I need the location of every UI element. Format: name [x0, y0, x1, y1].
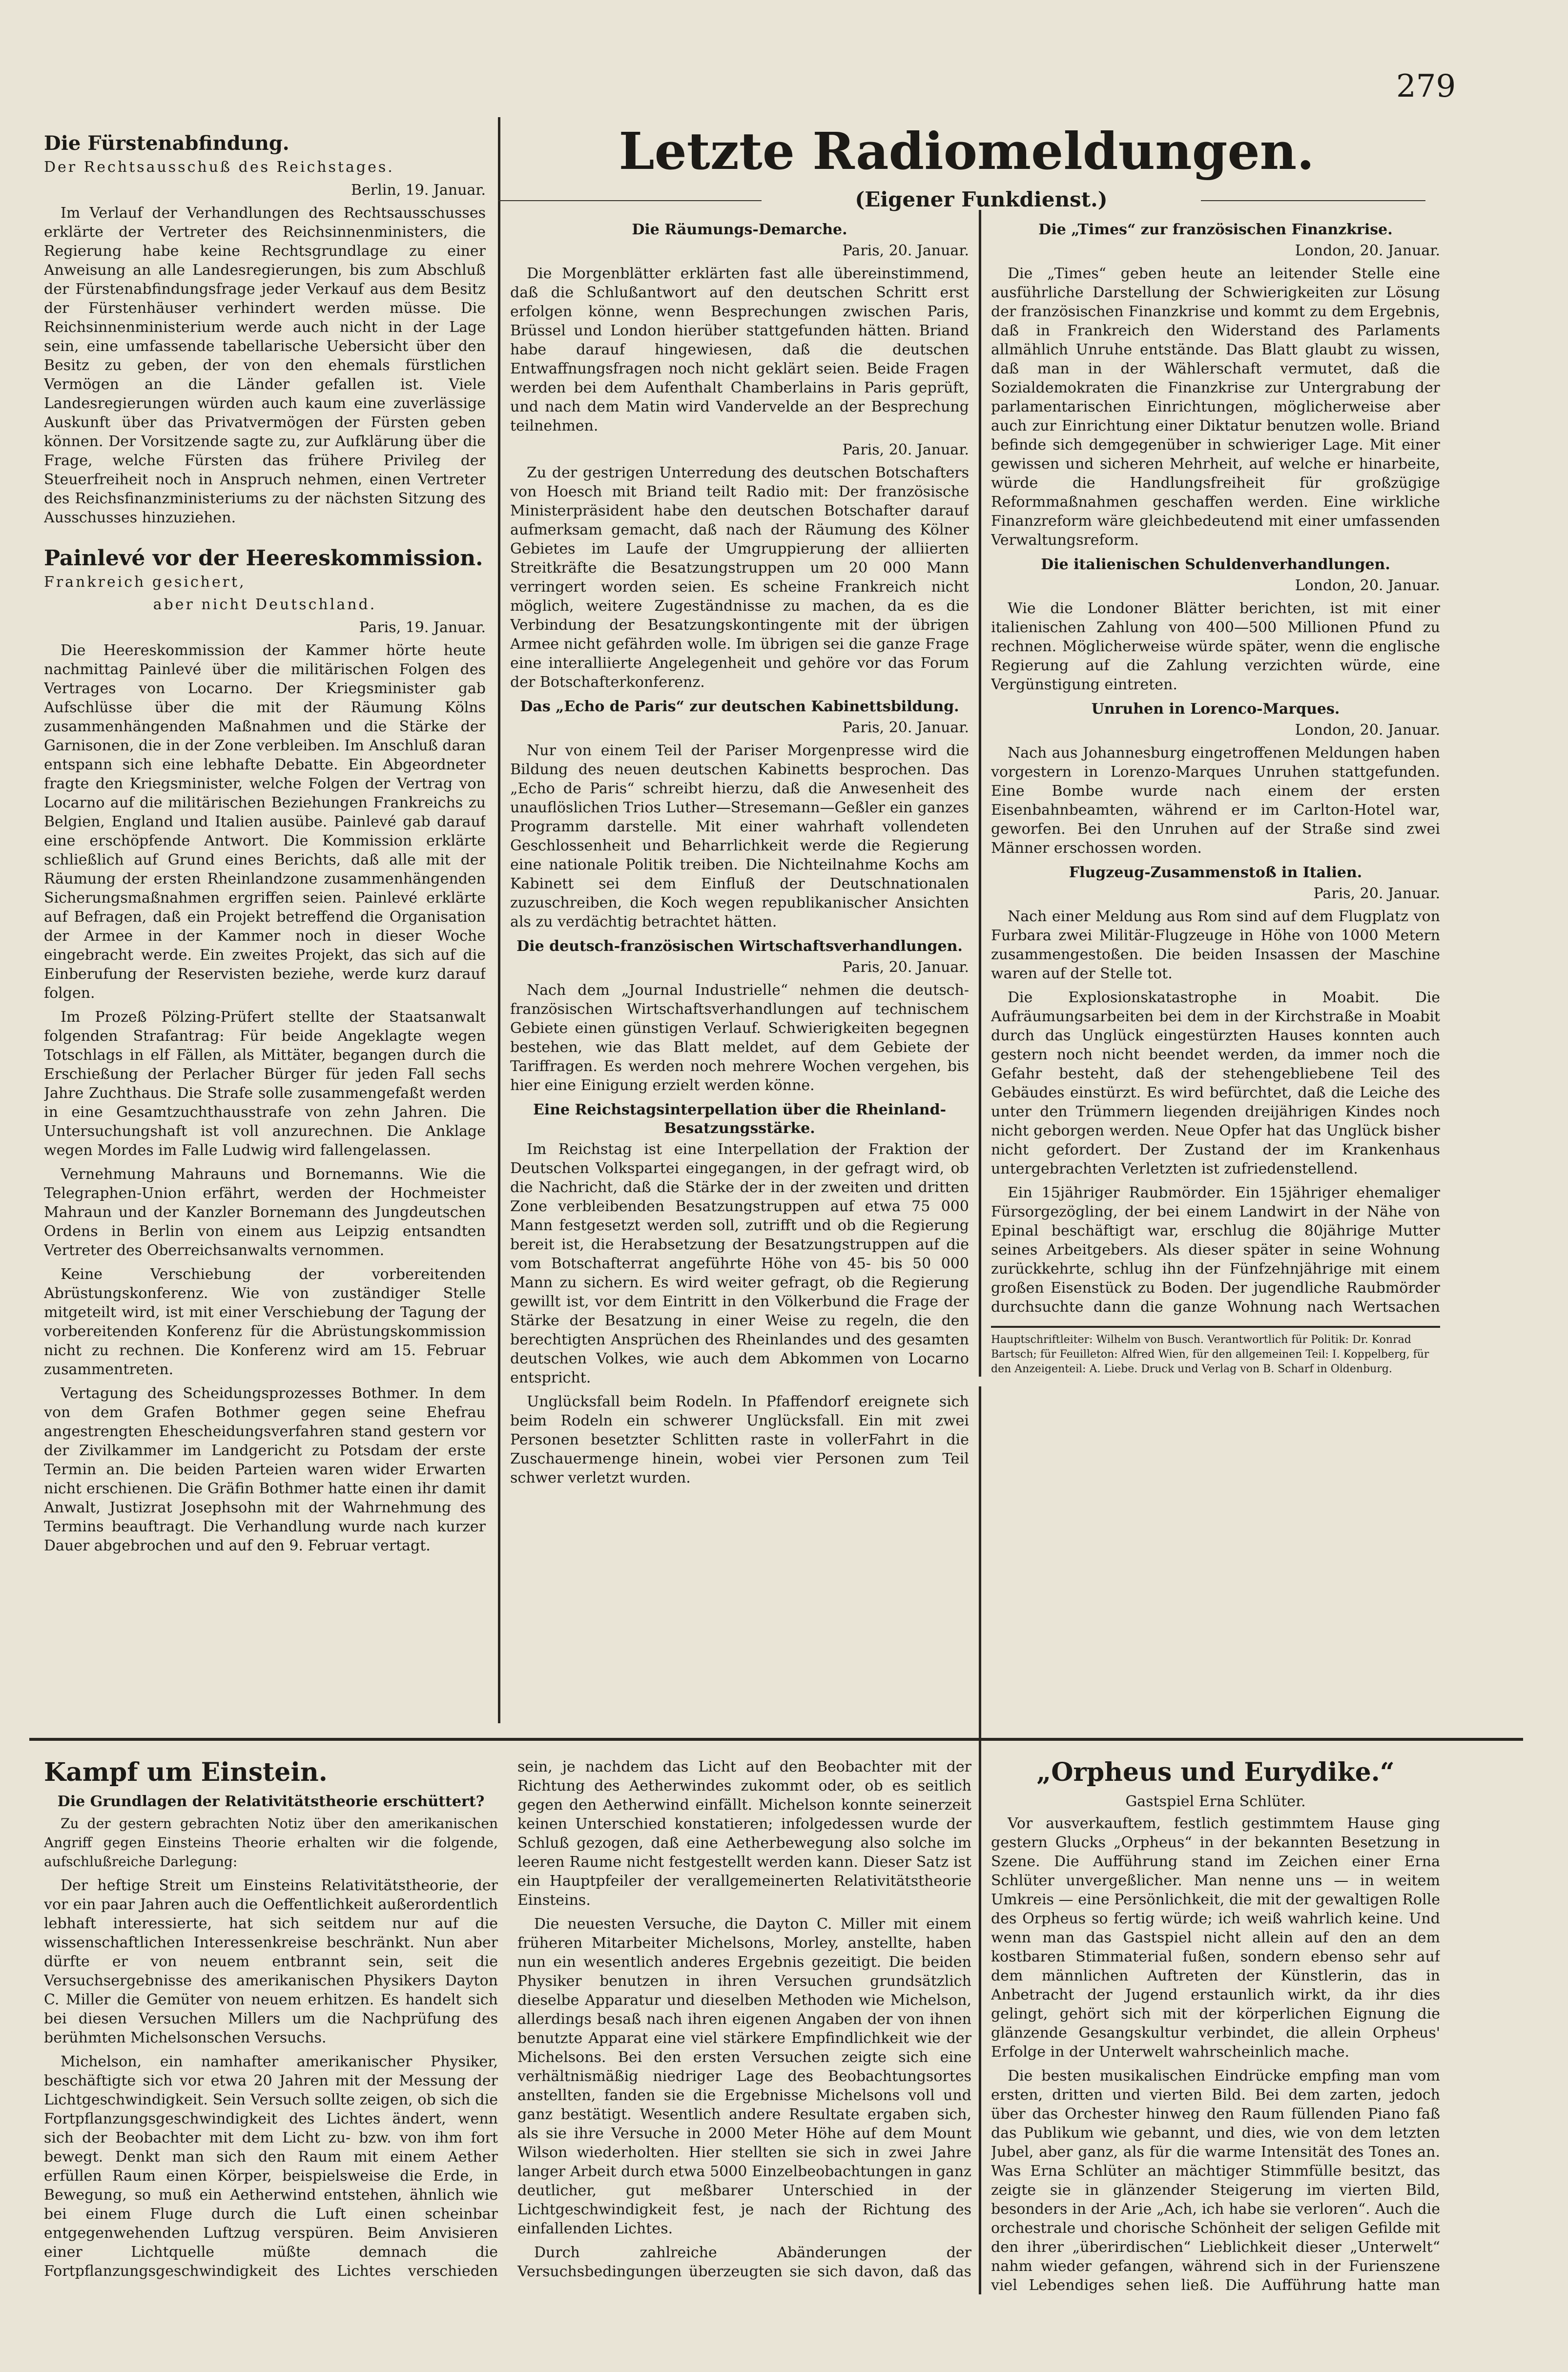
article-text: Die besten musikalischen Eindrücke empfing man vom ersten, dritten und vierten Bild. Bei dem zarten, jedoch über das Orchester hinweg den Raum füllenden Piano faß das Publikum wie gebannt, und dies, wie von dem letzten Jubel, aber ganz, als für die warme Intensität des Tones an. Was Erna Schlüter an mächtiger Stimmfülle besitzt, das zeigte sie in glänzender Steigerung im vierten Bild, besonders in der Arie „Ach, ich habe sie verloren“. Auch die orchestrale und chorische Schönheit der seligen Gefilde mit den ihrer „überirdischen“ Lieblichkeit dieser „Unterwelt“ nahm wieder gefangen, während sich in der Furienszene viel Lebendiges sehen ließ. Die Aufführung hatte man: [991, 2067, 1440, 2294]
dateline: Paris, 20. Januar.: [842, 719, 969, 736]
orpheus-article: [991, 1757, 1440, 2294]
article-title: Kampf um Einstein.: [44, 1757, 328, 1787]
article-text: Der heftige Streit um Einsteins Relativitätstheorie, der vor ein paar Jahren auch die Oeffentlichkeit außerordentlich lebhaft interessierte, hat sich seitdem nur auf die wissenschaftlichen Interessenkreise beschränkt. Nun aber dürfte er von neuem entbrannt sein, seit die Versuchsergebnisse des amerikanischen Physikers Dayton C. Miller die Gemüter von neuem erhitzen. Es handelt sich bei diesen Versuchen Millers um die Nachprüfung des berühmten Michelsonschen Versuchs.: [44, 1877, 498, 2046]
article-title: Die deutsch-französischen Wirtschaftsverhandlungen.: [516, 938, 963, 955]
article-title: Unruhen in Lorenco-Marques.: [1091, 701, 1340, 718]
article-title: Die italienischen Schuldenverhandlungen.: [1041, 556, 1390, 573]
dateline: Paris, 20. Januar.: [842, 441, 969, 458]
main-heading: Letzte Radiomeldungen.: [619, 121, 1315, 181]
article-title: Die Räumungs-Demarche.: [632, 221, 847, 238]
article-text: Vernehmung Mahrauns und Bornemanns. Wie die Telegraphen-Union erfährt, werden der Hochmeister Mahraun und der Kanzler Bornemann des Jungdeutschen Ordens in Berlin von einem aus Leipzig entsandten Vertreter des Oberreichsanwalts vernommen.: [44, 1166, 486, 1259]
column-rule: [498, 117, 500, 1723]
article-text: Die Heereskommission der Kammer hörte heute nachmittag Painlevé über die militärischen Folgen des Vertrages von Locarno. Der Kriegsminister gab Aufschlüsse über die mit der Räumung Kölns zusammenhängenden Maßnahmen und die Stärke der Garnisonen, die in der Zone verbleiben. Im Anschluß daran entspann sich eine lebhafte Debatte. Ein Abgeordneter fragte den Kriegsminister, welche Folgen der Vertrag von Locarno auf die militärischen Beziehungen Frankreichs zu Belgien, England und Italien ausübe. Painlevé gab darauf eine erschöpfende Antwort. Die Kommission erklärte schließlich auf Grund eines Berichts, daß alle mit der Räumung der ersten Rheinlandzone zusammenhängenden Sicherungsmaßnahmen ergriffen seien. Painlevé erklärte auf Befragen, daß ein Projekt betreffend die Organisation der Armee in der Kammer noch in dieser Woche eingebracht werde. Ein zweites Projekt, das sich auf die Einberufung der Reservisten beziehe, werde kurz darauf folgen.: [44, 642, 486, 1002]
dateline: Paris, 20. Januar.: [842, 959, 969, 976]
section-rule: [29, 1738, 1523, 1741]
dateline: Berlin, 19. Januar.: [351, 182, 486, 199]
article-text: Zu der gestrigen Unterredung des deutschen Botschafters von Hoesch mit Briand teilt Radio mit: Der französische Ministerpräsident habe den deutschen Botschafter darauf aufmerksam gemacht, daß nach der Räumung des Kölner Gebietes im Laufe der Umgruppierung der alliierten Streitkräfte die Besatzungstruppen um 20 000 Mann verringert worden seien. Es scheine Frankreich nicht möglich, weitere Zugeständnisse zu machen, da es die Verbindung der Besatzungskontingente mit der übrigen Armee nicht gefährden wolle. Im übrigen sei die ganze Frage eine interalliierte Angelegenheit und gehöre vor das Forum der Botschafterkonferenz.: [510, 464, 969, 691]
article-title: Die Fürstenabfindung.: [44, 132, 289, 155]
article-text: Nur von einem Teil der Pariser Morgenpresse wird die Bildung des neuen deutschen Kabinetts besprochen. Das „Echo de Paris“ schreibt hierzu, daß die Anwesenheit des unauflöslichen Trios Luther—Stresemann—Geßler ein ganzes Programm darstelle. Mit einer wahrhaft vollendeten Geschlossenheit und Beharrlichkeit werde die Regierung eine nationale Politik treiben. Die Nichteilnahme Kochs am Kabinett sei dem Einfluß der Deutschnationalen zuzuschreiben, die Koch wegen republikanischer Ansichten als zu verdächtig betrachtet hätten.: [510, 742, 969, 930]
article-title: Eine Reichstagsinterpellation über die Rheinland-Besatzungsstärke.: [533, 1101, 947, 1137]
main-subheading: (Eigener Funkdienst.): [762, 189, 1201, 210]
dateline: Paris, 19. Januar.: [359, 619, 486, 636]
article-title: Die „Times“ zur französischen Finanzkrise.: [1038, 221, 1393, 238]
column-rule: [979, 1386, 981, 2294]
right-column: [991, 215, 1440, 1318]
article-title: Flugzeug-Zusammenstoß in Italien.: [1069, 864, 1362, 881]
article-text: Die „Times“ geben heute an leitender Stelle eine ausführliche Darstellung der Schwierigkeiten zur Lösung der französischen Finanzkrise und kommt zu dem Ergebnis, daß in Frankreich den Widerstand des Parlaments allmählich Unruhe entstände. Das Blatt glaubt zu wissen, daß man in der Wählerschaft vermutet, daß die Sozialdemokraten die Finanzkrise zur Untergrabung der parlamentarischen Einrichtungen, möglicherweise aber auch zur Einrichtung einer Diktatur benutzen wolle. Briand befinde sich demgegenüber in schwieriger Lage. Mit einer gewissen und sicheren Mehrheit, auf welche er hinarbeite, würde die Handlungsfreiheit für großzügige Reformmaßnahmen geschaffen werden. Eine wirkliche Finanzreform wäre gleichbedeutend mit einer umfassenden Verwaltungsreform.: [991, 265, 1440, 549]
article-text: Michelson, ein namhafter amerikanischer Physiker, beschäftigte sich vor etwa 20 Jahren mit der Messung der Lichtgeschwindigkeit. Sein Versuch sollte zeigen, ob sich die Fortpflanzungsgeschwindigkeit des Lichtes ändert, wenn sich der Beobachter mit dem Licht zu- bzw. von ihm fort bewegt. Denkt man sich den Raum mit einem Aether erfüllen Raum einen Körper, beispielsweise die Erde, in Bewegung, so muß ein Aetherwind entstehen, ähnlich wie bei einem Fluge durch die Luft einen scheinbar entgegenwehenden Luftzug verspüren. Beim Anvisieren einer Lichtquelle müßte demnach die Fortpflanzungsgeschwindigkeit des Lichtes verschieden sein, je nachdem das Licht auf den Beobachter mit der Richtung des Aetherwindes zukommt oder, ob es seitlich gegen den Aetherwind einfällt. Michelson konnte seinerzeit keinen Unterschied konstatieren; infolgedessen wurde der Schluß gezogen, daß eine Aetherbewegung also solche im leeren Raume nicht festgestellt werden kann. Dieser Satz ist ein Hauptpfeiler der verallgemeinerten Relativitätstheorie Einsteins.: [44, 1758, 971, 2280]
einstein-article: [44, 1757, 971, 2294]
imprint: Hauptschriftleiter: Wilhelm von Busch. Verantwortlich für Politik: Dr. Konrad Bartsch; für Feuilleton: Alfred Wien, für den allgemeinen Teil: I. Koppelberg, für den Anzeigenteil: A. Liebe. Druck und Verlag von B. Scharf in Oldenburg.: [991, 1334, 1429, 1375]
article-title: „Orpheus und Eurydike.“: [1036, 1757, 1395, 1787]
article-subtitle: Die Grundlagen der Relativitätstheorie erschüttert?: [57, 1793, 485, 1810]
article-subtitle: Gastspiel Erna Schlüter.: [1125, 1793, 1306, 1810]
article-text: Die neuesten Versuche, die Dayton C. Miller mit einem früheren Mitarbeiter Michelsons, Morley, anstellte, haben nun ein wesentlich anderes Ergebnis gezeitigt. Die beiden Physiker benutzen in ihren Versuchen grundsätzlich dieselbe Apparatur und dieselben Methoden wie Michelson, allerdings besaß nach ihren eigenen Angaben der von ihnen benutzte Apparat eine viel stärkere Empfindlichkeit wie der Michelsons. Bei den ersten Versuchen zeigte sich eine verhältnismäßig niedriger Lage des Beobachtungsortes anstellten, fanden sie die Ergebnisse Michelsons voll und ganz bestätigt. Wesentlich andere Resultate ergaben sich, als sie ihre Versuche in 2000 Meter Höhe auf dem Mount Wilson wiederholten. Hier stellten sie sich in zwei Jahre langer Arbeit durch etwa 5000 Einzelbeobachtungen in ganz deutlicher, gut meßbarer Unterschied in der Lichtgeschwindigkeit fest, je nach der Richtung des einfallenden Lichtes.: [517, 1916, 971, 2237]
article-intro: Zu der gestern gebrachten Notiz über den amerikanischen Angriff gegen Einsteins Theorie erhalten wir die folgende, aufschlußreiche Darlegung:: [44, 1815, 498, 1870]
article-text: Im Reichstag ist eine Interpellation der Fraktion der Deutschen Volkspartei eingegangen, in der gefragt wird, ob die Nachricht, daß die Stärke der in der zweiten und dritten Zone verbleibenden Besatzungstruppen auf etwa 75 000 Mann festgesetzt werden soll, zutrifft und ob die Regierung bereit ist, die Herabsetzung der Besatzungstruppen auf die vom Botschafterrat angeführte Höhe von 45- bis 50 000 Mann zu sichern. Es wird weiter gefragt, ob die Regierung gewillt ist, vor dem Eintritt in den Völkerbund die Frage der Stärke der Besatzung in einer Weise zu regeln, die den berechtigten Ansprüchen des Rheinlandes und des gesamten deutschen Volkes, wie auch dem Abkommen von Locarno entspricht.: [510, 1141, 969, 1386]
page-number: 279: [1396, 68, 1456, 104]
article-text: Ein 15jähriger Raubmörder. Ein 15jähriger ehemaliger Fürsorgezögling, der bei einem Landwirt in der Nähe von Epinal beschäftigt war, erschlug die 80jährige Mutter seines Arbeitgebers. Als dieser später in seine Wohnung zurückkehrte, schlug ihn der Fünfzehnjährige mit einem großen Eisenstück zu Boden. Der jugendliche Raubmörder durchsuchte dann die ganze Wohnung nach Wertsachen: [991, 1184, 1440, 1316]
imprint-rule: [991, 1326, 1440, 1328]
article-text: Die Morgenblätter erklärten fast alle übereinstimmend, daß die Schlußantwort auf den deutschen Schritt erst erfolgen könne, wenn Besprechungen zwischen Paris, Brüssel und London hierüber stattgefunden hätten. Briand habe darauf hingewiesen, daß die deutschen Entwaffnungsfragen noch nicht geklärt seien. Beide Fragen werden bei dem Aufenthalt Chamberlains in Paris geprüft, und nach dem Matin wird Vandervelde an der Besprechung teilnehmen.: [510, 265, 969, 434]
article-text: Nach einer Meldung aus Rom sind auf dem Flugplatz von Furbara zwei Militär-Flugzeuge in Höhe von 1000 Metern zusammengestoßen. Die beiden Insassen der Maschine waren auf der Stelle tot.: [991, 908, 1440, 982]
article-text: Nach dem „Journal Industrielle“ nehmen die deutsch-französischen Wirtschaftsverhandlungen auf technischem Gebiete einen günstigen Verlauf. Schwierigkeiten begegnen bestehen, wie das Blatt meldet, auf dem Gebiete der Tariffragen. Es werden noch mehrere Wochen vergehen, bis hier eine Einigung erzielt werden könne.: [510, 982, 969, 1094]
article-text: Unglücksfall beim Rodeln. In Pfaffendorf ereignete sich beim Rodeln ein schwerer Unglücksfall. Ein mit zwei Personen besetzter Schlitten raste in vollerFahrt in die Zuschauermenge hinein, wobei vier Personen zum Teil schwer verletzt wurden.: [510, 1393, 969, 1486]
dateline: Paris, 20. Januar.: [1313, 885, 1440, 902]
middle-column: [510, 215, 969, 1723]
article-title: Das „Echo de Paris“ zur deutschen Kabinettsbildung.: [520, 698, 959, 715]
article-text: Keine Verschiebung der vorbereitenden Abrüstungskonferenz. Wie von zuständiger Stelle mitgeteilt wird, ist mit einer Verschiebung der Tagung der vorbereitenden Konferenz für die Abrüstungskommission nicht zu rechnen. Die Konferenz wird am 15. Februar zusammentreten.: [44, 1266, 486, 1378]
dateline: London, 20. Januar.: [1295, 577, 1440, 594]
article-text: Vertagung des Scheidungsprozesses Bothmer. In dem von dem Grafen Bothmer gegen seine Ehefrau angestrengten Ehescheidungsverfahren stand gestern vor der Zivilkammer im Landgericht zu Potsdam der erste Termin an. Die beiden Parteien waren wider Erwarten nicht erschienen. Die Gräfin Bothmer hatte einen ihr damit Anwalt, Justizrat Josephsohn mit der Wahrnehmung des Termins beauftragt. Die Verhandlung wurde nach kurzer Dauer abgebrochen und auf den 9. Februar vertagt.: [44, 1385, 486, 1554]
article-text: Die Explosionskatastrophe in Moabit. Die Aufräumungsarbeiten bei dem in der Kirchstraße in Moabit durch das Unglück eingestürzten Hauses konnten auch gestern noch nicht beendet werden, da immer noch die Gefahr besteht, daß der stehengebliebene Teil des Gebäudes einstürzt. Es wird befürchtet, daß die Leiche des unter den Trümmern liegenden dreijährigen Kindes noch nicht geborgen werden. Neue Opfer hat das Unglück bisher nicht gefordert. Der Zustand der im Krankenhaus untergebrachten Verletzten ist zufriedenstellend.: [991, 989, 1440, 1177]
left-column: [44, 132, 486, 1723]
article-title: Painlevé vor der Heereskommission.: [44, 546, 483, 571]
column-rule: [979, 205, 981, 1377]
article-text: Im Verlauf der Verhandlungen des Rechtsausschusses erklärte der Vertreter des Reichsinnenministers, die Regierung habe keine Rechtsgrundlage zu einer Anweisung an alle Landesregierungen, bis zum Abschluß der Fürstenabfindungsfrage jeder Verkauf aus dem Besitz der Fürstenhäuser verhindert werden müsse. Die Reichsinnenministerium werde auch nicht in der Lage sein, eine umfassende tabellarische Uebersicht über den Besitz zu geben, der von den ehemals fürstlichen Vermögen an die Länder gefallen ist. Viele Landesregierungen würden auch kaum eine zuverlässige Auskunft über das Privatvermögen der Fürsten geben können. Der Vorsitzende sagte zu, zur Aufklärung über die Frage, welche Fürsten das frühere Privileg der Steuerfreiheit noch in Anspruch nehmen, einen Vertreter des Reichsfinanzministeriums zu der nächsten Sitzung des Ausschusses hinzuziehen.: [44, 205, 486, 526]
article-subtitle: Der Rechtsausschuß des Reichstages.: [44, 159, 394, 176]
dateline: Paris, 20. Januar.: [842, 242, 969, 259]
article-subtitle: Frankreich gesichert,: [44, 574, 246, 591]
article-text: Durch zahlreiche Abänderungen der Versuchsbedingungen überzeugten sie sich davon, daß das: [517, 2244, 971, 2280]
article-subtitle: aber nicht Deutschland.: [153, 596, 377, 613]
article-text: Vor ausverkauftem, festlich gestimmtem Hause ging gestern Glucks „Orpheus“ in der bekannten Besetzung in Szene. Die Aufführung stand im Zeichen einer Erna Schlüter unvergeßlicher. Man nenne uns — in weitem Umkreis — eine Persönlichkeit, die mit der gewaltigen Rolle des Orpheus so fertig würde; ich weiß wahrlich keine. Und wenn man das Gastspiel nicht allein auf den an dem kostbaren Stimmaterial fußen, sondern ebenso sehr auf dem männlichen Auftreten der Künstlerin, das in Anbetracht der Jugend erstaunlich wirkt, da ihr dies gelingt, gehört sich mit der körperlichen Eignung die glänzende Gesangskultur verbindet, die allein Orpheus' Erfolge in der Unterwelt wahrscheinlich mache.: [991, 1815, 1440, 2061]
article-text: Im Prozeß Pölzing-Prüfert stellte der Staatsanwalt folgenden Strafantrag: Für beide Angeklagte wegen Totschlags in elf Fällen, als Mittäter, begangen durch die Erschießung der Perlacher Bürger für jeden Fall sechs Jahre Zuchthaus. Die Strafe solle zusammengefaßt werden in eine Gesamtzuchthausstrafe von zehn Jahren. Die Untersuchungshaft ist voll anzurechnen. Die Anklage wegen Mordes im Falle Ludwig wird fallengelassen.: [44, 1009, 486, 1159]
dateline: London, 20. Januar.: [1295, 722, 1440, 739]
article-text: Nach aus Johannesburg eingetroffenen Meldungen haben vorgestern in Lorenzo-Marques Unruhen stattgefunden. Eine Bombe wurde nach einem der ersten Eisenbahnbeamten, während er im Carlton-Hotel war, geworfen. Bei den Unruhen auf der Straße sind zwei Männer erschossen worden.: [991, 744, 1440, 857]
article-text: Wie die Londoner Blätter berichten, ist mit einer italienischen Zahlung von 400—500 Millionen Pfund zu rechnen. Möglicherweise würde später, wenn die englische Regierung auf die Zahlung verzichten würde, eine Vergünstigung eintreten.: [991, 600, 1440, 693]
dateline: London, 20. Januar.: [1295, 242, 1440, 259]
